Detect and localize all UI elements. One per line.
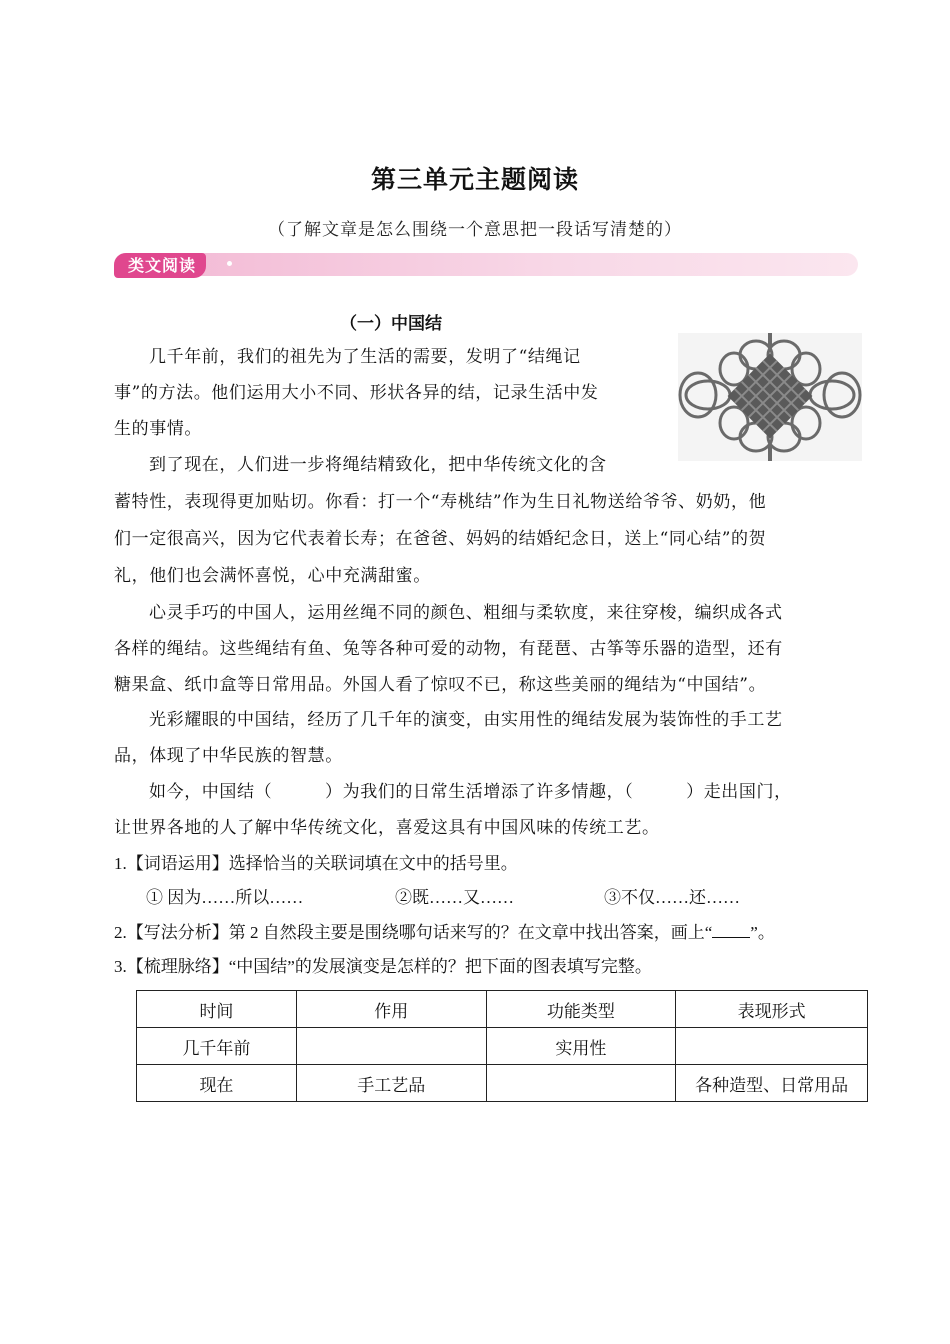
question-1-option: ③不仅……还…… (604, 888, 740, 907)
question-2-text: 2.【写法分析】第 2 自然段主要是围绕哪句话来写的？在文章中找出答案，画上“ (114, 923, 713, 942)
passage-line: 事”的方法。他们运用大小不同、形状各异的结，记录生活中发 (114, 383, 599, 403)
evolution-table (136, 990, 868, 1102)
table-row (137, 1065, 868, 1102)
passage-line: 如今，中国结（ ）为我们的日常生活增添了许多情趣，（ ）走出国门， (149, 782, 792, 802)
chinese-knot-illustration (678, 333, 862, 461)
section-banner (114, 253, 858, 276)
question-1-option: ① 因为……所以…… (146, 888, 304, 907)
table-cell: 各种造型、日常用品 (676, 1065, 868, 1102)
table-header-cell: 表现形式 (676, 991, 868, 1028)
table-cell: 现在 (137, 1065, 297, 1102)
passage-line: 心灵手巧的中国人，运用丝绳不同的颜色、粗细与柔软度，来往穿梭，编织成各式 (149, 603, 783, 623)
table-row (137, 1028, 868, 1065)
passage-heading: （一）中国结 (340, 314, 442, 334)
question-1-option: ②既……又…… (395, 888, 514, 907)
chinese-knot-image (678, 333, 862, 461)
table-header-row (137, 991, 868, 1028)
question-2-end: ”。 (750, 923, 775, 942)
table-header-cell: 作用 (296, 991, 486, 1028)
passage-line: 生的事情。 (114, 419, 202, 439)
passage-line: 各样的绳结。这些绳结有鱼、兔等各种可爱的动物，有琵琶、古筝等乐器的造型，还有 (114, 639, 783, 659)
table-cell: 几千年前 (137, 1028, 297, 1065)
table-cell: 实用性 (486, 1028, 676, 1065)
table-cell-blank[interactable] (486, 1065, 676, 1102)
question-3: 3.【梳理脉络】“中国结”的发展演变是怎样的？把下面的图表填写完整。 (114, 957, 652, 976)
passage-line: 让世界各地的人了解中华传统文化，喜爱这具有中国风味的传统工艺。 (114, 818, 660, 838)
passage-line: 糖果盒、纸巾盒等日常用品。外国人看了惊叹不已，称这些美丽的绳结为“中国结”。 (114, 675, 767, 695)
passage-line: 们一定很高兴，因为它代表着长寿；在爸爸、妈妈的结婚纪念日，送上“同心结”的贺 (114, 529, 767, 549)
passage-line: 几千年前，我们的祖先为了生活的需要，发明了“结绳记 (149, 347, 581, 367)
question-1: 1.【词语运用】选择恰当的关联词填在文中的括号里。 (114, 854, 518, 873)
passage-line: 蓄特性，表现得更加贴切。你看：打一个“寿桃结”作为生日礼物送给爷爷、奶奶，他 (114, 492, 767, 512)
passage-line: 光彩耀眼的中国结，经历了几千年的演变，由实用性的绳结发展为装饰性的手工艺 (149, 710, 783, 730)
question-2 (114, 921, 775, 945)
table-cell-blank[interactable] (296, 1028, 486, 1065)
passage-line: 礼，他们也会满怀喜悦，心中充满甜蜜。 (114, 566, 431, 586)
passage-line: 到了现在，人们进一步将绳结精致化，把中华传统文化的含 (149, 455, 607, 475)
page-title: 第三单元主题阅读 (370, 165, 579, 194)
table-cell: 手工艺品 (296, 1065, 486, 1102)
table-cell-blank[interactable] (676, 1028, 868, 1065)
passage-line: 品，体现了中华民族的智慧。 (114, 746, 343, 766)
banner-dot-icon (227, 261, 232, 266)
underline-blank[interactable] (712, 923, 750, 938)
table-header-cell: 时间 (137, 991, 297, 1028)
page-subtitle: （了解文章是怎么围绕一个意思把一段话写清楚的） (268, 220, 682, 240)
table-header-cell: 功能类型 (486, 991, 676, 1028)
banner-label: 类文阅读 (114, 253, 206, 278)
